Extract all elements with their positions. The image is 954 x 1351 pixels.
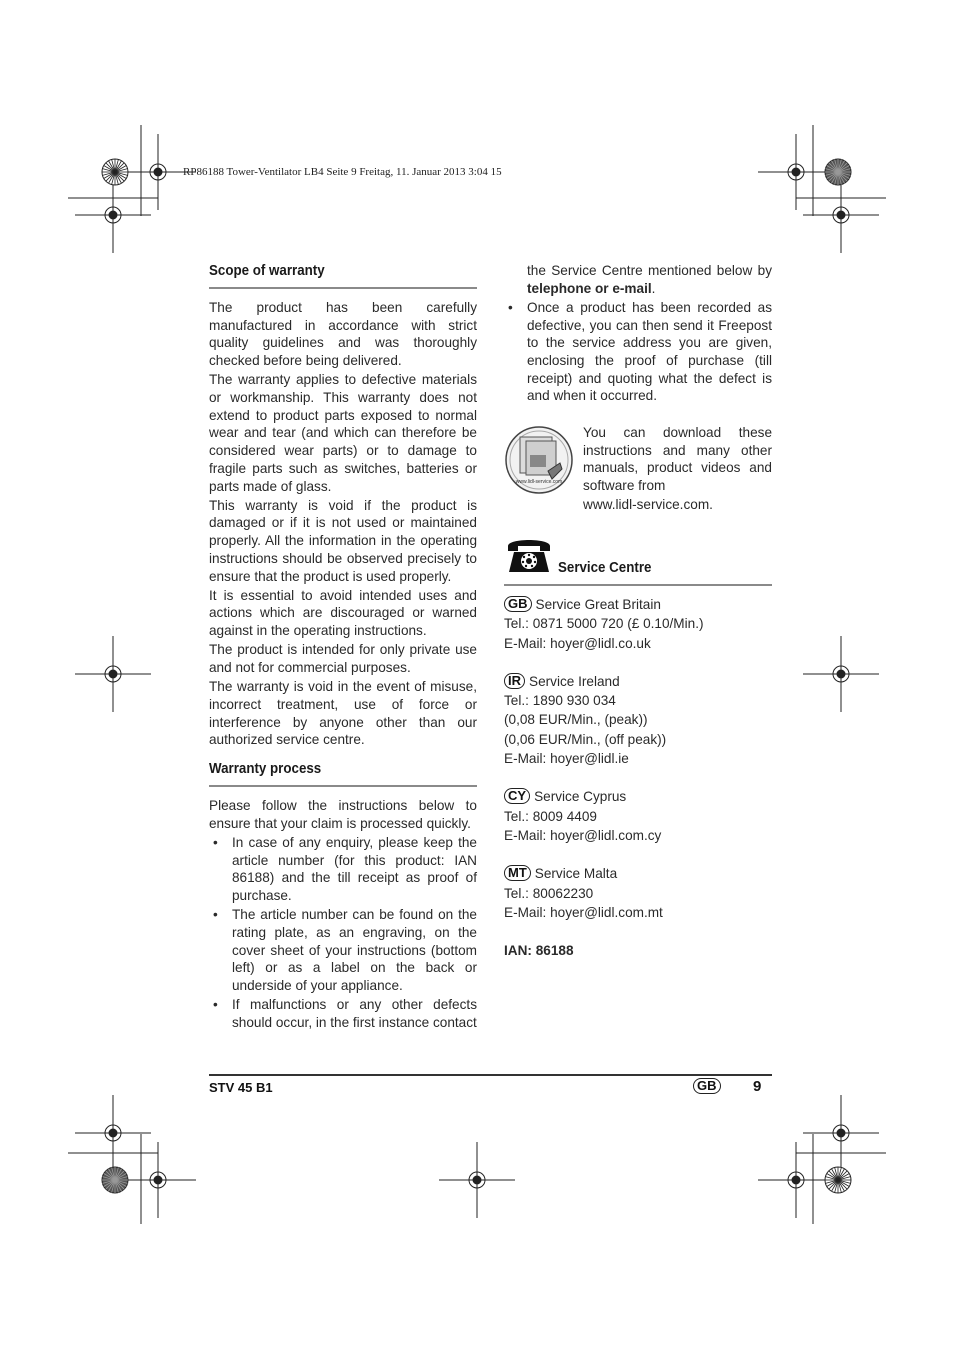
- service-name: Service Malta: [534, 866, 618, 882]
- list-item: • If malfunctions or any other defects should occur, in the first instance contact: [209, 996, 477, 1031]
- service-email[interactable]: E-Mail: hoyer@lidl.ie: [504, 751, 629, 767]
- paragraph: The product has been carefully manufactured in accordance with strict quality guidelines and was thoroughly checked before being delivered.: [209, 300, 477, 369]
- service-name: Service Great Britain: [535, 597, 661, 612]
- service-email[interactable]: E-Mail: hoyer@lidl.com.cy: [504, 827, 662, 843]
- list-item: • In case of any enquiry, please keep the article number (for this product: IAN 86188) and the till receipt as proof of purchase.: [209, 834, 477, 905]
- download-url[interactable]: www.lidl-service.com.: [583, 497, 713, 513]
- process-bullet-list: [209, 834, 477, 1032]
- ian-number: IAN: 86188: [504, 943, 574, 959]
- paragraph: This warranty is void if the product is damaged or if it is not used or maintained properly. All the information in the operating instructions should be observed precisely to ensure that the product is used properly.: [209, 497, 477, 584]
- heading-rule: [209, 785, 477, 787]
- right-bullet-list: [504, 299, 772, 405]
- country-badge: GB: [504, 596, 532, 612]
- service-title: [504, 864, 772, 883]
- service-email[interactable]: E-Mail: hoyer@lidl.co.uk: [504, 635, 651, 651]
- paragraph: The warranty applies to defective materials or workmanship. This warranty does not extend to product parts exposed to normal wear and tear (and which can therefore be considered wear parts) or to damage to fragile parts such as switches, batteries or parts made of glass.: [209, 372, 477, 494]
- country-badge: GB: [693, 1078, 721, 1094]
- service-name: Service Ireland: [529, 673, 620, 689]
- download-text: You can download these instructions and many other manuals, product videos and software from: [583, 425, 772, 494]
- heading-rule: [504, 584, 772, 586]
- list-item: • Once a product has been recorded as defective, you can then send it Freepost to the service address you are given, enclosing the proof of purchase (till receipt) and quoting what the defect is and when it occurred.: [504, 299, 772, 405]
- footer-rule: [209, 1074, 772, 1076]
- list-item: • The article number can be found on the rating plate, as an engraving, on the cover sheet of your instructions (bottom left) or as a label on the back or underside of your appliance.: [209, 906, 477, 995]
- service-title: [504, 595, 772, 614]
- service-phone: Tel.: 8009 4409: [504, 808, 597, 824]
- printer-slug-line: RP86188 Tower-Ventilator LB4 Seite 9 Freitag, 11. Januar 2013 3:04 15: [183, 166, 502, 178]
- service-phone: Tel.: 0871 5000 720 (£ 0.10/Min.): [504, 616, 704, 632]
- heading-rule: [209, 287, 477, 289]
- service-entry: [504, 787, 772, 845]
- paragraph: The warranty is void in the event of misuse, incorrect treatment, use of force or interference by anyone other than our authorized service centre.: [209, 679, 477, 748]
- scope-body: [209, 299, 477, 751]
- continued-end: .: [651, 280, 656, 296]
- country-badge: MT: [504, 865, 531, 881]
- scope-of-warranty-heading: Scope of warranty: [209, 263, 325, 279]
- service-entry: [504, 672, 772, 768]
- paragraph: Please follow the instructions below to ensure that your claim is processed quickly.: [209, 798, 477, 831]
- footer-country: [693, 1078, 725, 1096]
- service-title: [504, 787, 772, 806]
- process-body: [209, 797, 477, 1033]
- service-entry: [504, 595, 772, 653]
- service-rate: (0,08 EUR/Min., (peak)): [504, 712, 648, 728]
- continued-bold: telephone or e-mail: [527, 280, 652, 296]
- paragraph: It is essential to avoid intended uses and actions which are discouraged or warned against in the operating instructions.: [209, 587, 477, 639]
- service-title: [504, 672, 772, 691]
- page-number: 9: [753, 1078, 762, 1095]
- service-entry: [504, 864, 772, 922]
- service-email[interactable]: E-Mail: hoyer@lidl.com.mt: [504, 904, 663, 920]
- svg-text:www.lidl-service.com: www.lidl-service.com: [515, 479, 563, 485]
- country-badge: IR: [504, 673, 525, 689]
- service-rate: (0,06 EUR/Min., (off peak)): [504, 731, 667, 747]
- service-list: [504, 595, 772, 960]
- service-phone: Tel.: 80062230: [504, 885, 594, 901]
- service-centre-heading: Service Centre: [558, 560, 652, 576]
- service-phone: Tel.: 1890 930 034: [504, 693, 616, 709]
- country-badge: CY: [504, 788, 530, 804]
- model-number: STV 45 B1: [209, 1080, 273, 1095]
- service-name: Service Cyprus: [534, 789, 627, 805]
- warranty-process-heading: Warranty process: [209, 761, 322, 777]
- continued-bullet: [504, 262, 772, 297]
- download-manual-icon: [504, 425, 576, 495]
- download-text-block: [583, 424, 772, 516]
- telephone-icon: [505, 534, 553, 576]
- right-top-body: [504, 262, 772, 407]
- paragraph: The product is intended for only private use and not for commercial purposes.: [209, 642, 477, 676]
- continued-text: the Service Centre mentioned below by: [527, 263, 772, 278]
